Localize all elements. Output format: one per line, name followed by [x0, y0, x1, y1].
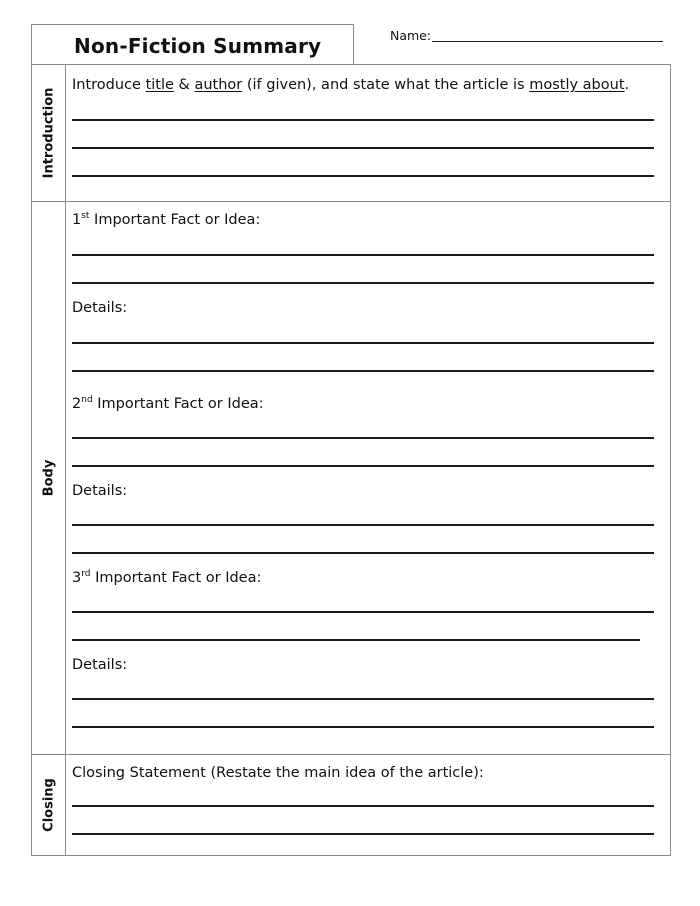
writing-line[interactable] — [72, 175, 654, 177]
writing-line[interactable] — [72, 726, 654, 728]
writing-line[interactable] — [72, 639, 640, 641]
name-label: Name: — [390, 28, 432, 43]
page-title: Non-Fiction Summary — [74, 34, 322, 58]
writing-line[interactable] — [72, 552, 654, 554]
writing-line[interactable] — [72, 147, 654, 149]
section-label-closing: Closing — [41, 778, 56, 832]
title-box — [31, 24, 354, 64]
fact-prompt-2: 2nd Important Fact or Idea: — [72, 395, 264, 412]
writing-line[interactable] — [72, 833, 654, 835]
name-input-line[interactable] — [432, 41, 663, 42]
section-side-cell — [32, 755, 66, 855]
closing-content — [66, 755, 670, 855]
introduction-prompt: Introduce title & author (if given), and state what the article is mostly about. — [72, 77, 630, 93]
section-side-cell — [32, 65, 66, 201]
writing-line[interactable] — [72, 465, 654, 467]
body-content — [66, 202, 670, 754]
details-label-1: Details: — [72, 300, 128, 316]
writing-line[interactable] — [72, 611, 654, 613]
underlined-author: author — [194, 77, 243, 93]
writing-line[interactable] — [72, 805, 654, 807]
section-body — [32, 201, 670, 754]
summary-grid — [31, 64, 671, 856]
section-closing — [32, 754, 670, 855]
writing-line[interactable] — [72, 254, 654, 256]
underlined-title: title — [145, 77, 174, 93]
fact-prompt-1: 1st Important Fact or Idea: — [72, 211, 261, 228]
closing-prompt: Closing Statement (Restate the main idea of the article): — [72, 765, 484, 781]
writing-line[interactable] — [72, 524, 654, 526]
underlined-mostly-about: mostly about — [529, 77, 625, 93]
section-side-cell — [32, 202, 66, 754]
writing-line[interactable] — [72, 370, 654, 372]
section-label-body: Body — [41, 459, 56, 497]
writing-line[interactable] — [72, 437, 654, 439]
details-label-3: Details: — [72, 657, 128, 673]
section-introduction — [32, 65, 670, 201]
details-label-2: Details: — [72, 483, 128, 499]
writing-line[interactable] — [72, 342, 654, 344]
writing-line[interactable] — [72, 282, 654, 284]
section-label-introduction: Introduction — [41, 87, 56, 179]
writing-line[interactable] — [72, 119, 654, 121]
introduction-content — [66, 65, 670, 201]
writing-line[interactable] — [72, 698, 654, 700]
fact-prompt-3: 3rd Important Fact or Idea: — [72, 569, 262, 586]
